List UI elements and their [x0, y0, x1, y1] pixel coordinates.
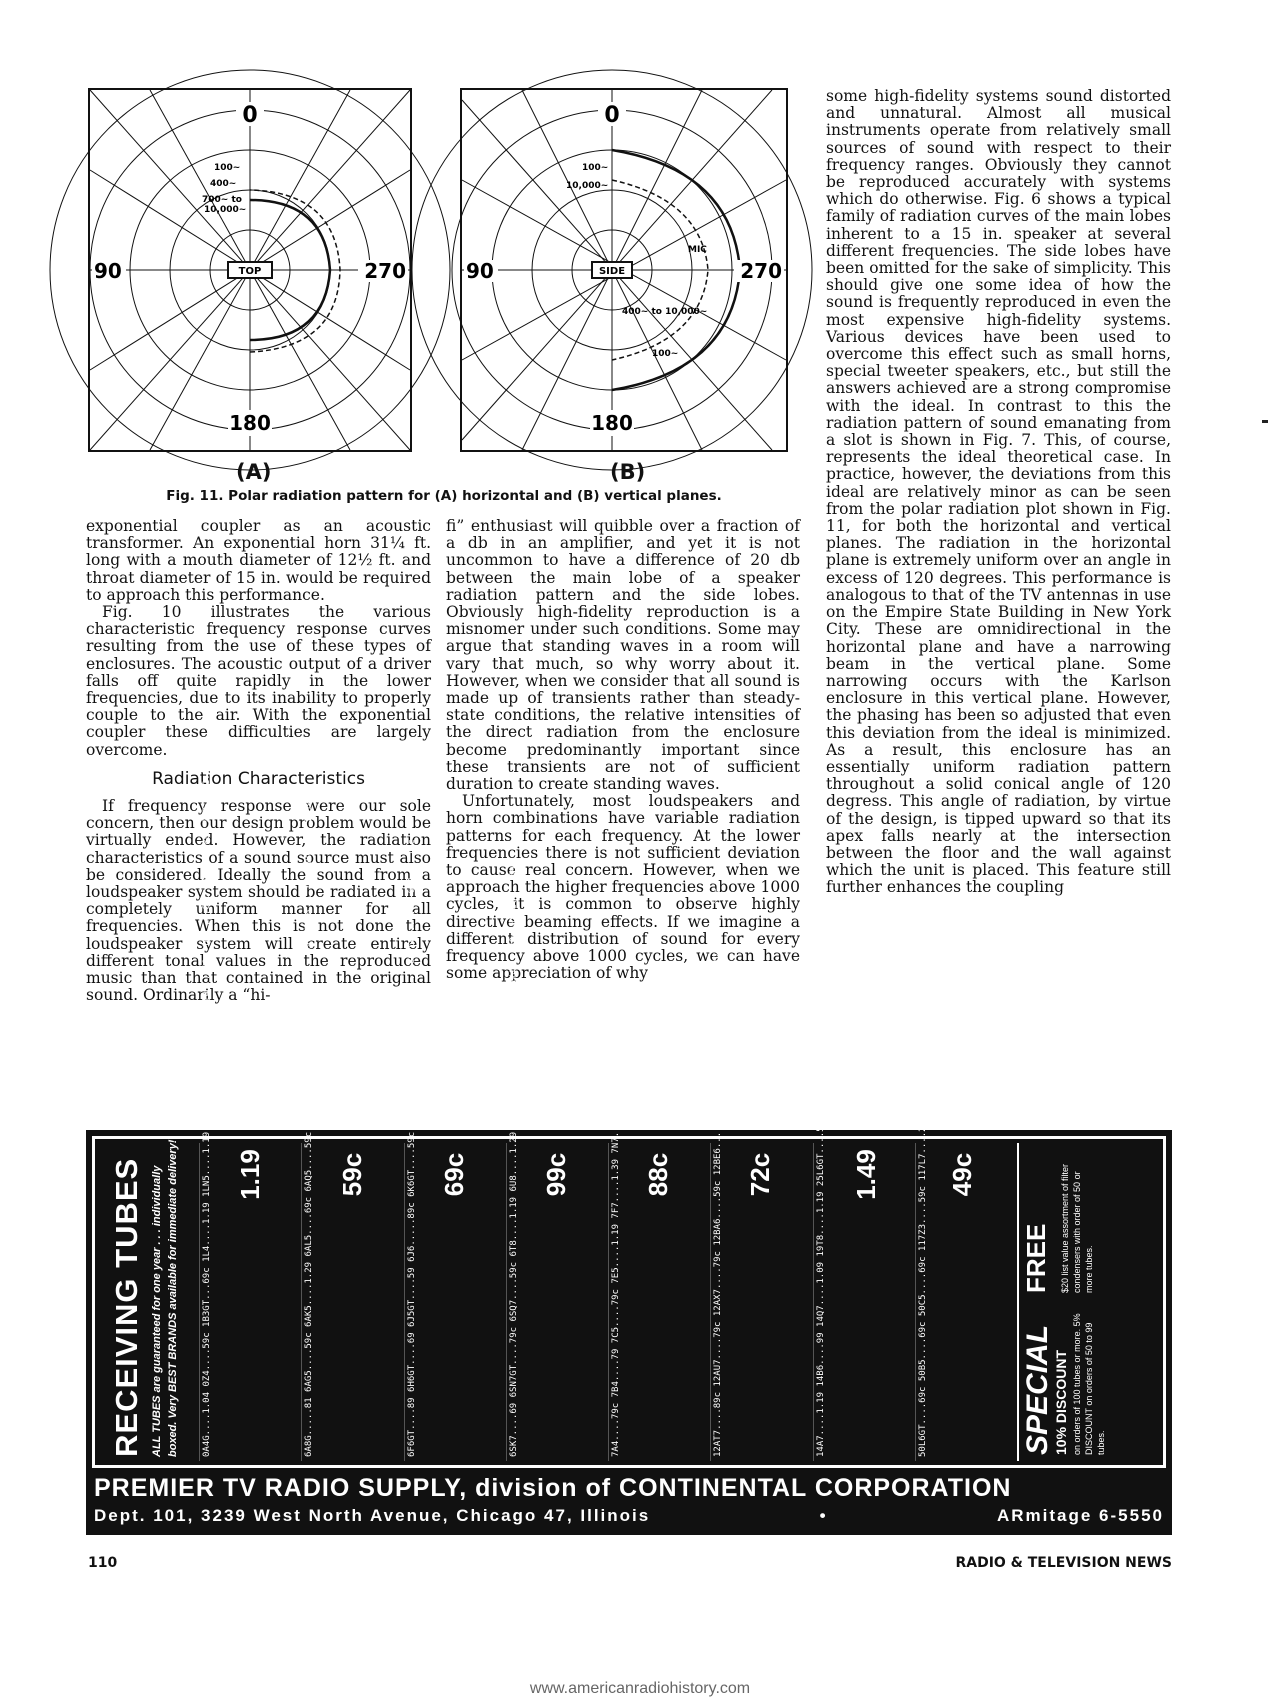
paragraph: exponential coupler as an acoustic transformer. An exponential horn 31¼ ft. long with a mouth diameter of 12½ ft. and throat diameter of 15 in. would be required to approach this performance. [86, 517, 431, 604]
paragraph: Fig. 10 illustrates the various characteristic frequency response curves resulting from the use of these types of enclosures. The acoustic output of a driver falls off quite rapidly in the lower frequencies, due to its inability to properly couple to the air. With the exponential coupler these difficulties are largely overcome. [86, 603, 431, 759]
article-column-1 [86, 518, 431, 1004]
polar-a-left-label: 90 [94, 259, 122, 283]
polar-plot-a [88, 88, 412, 452]
polar-b-bottom-label: 180 [591, 411, 633, 435]
ad-offers-panel [1017, 1143, 1163, 1461]
polar-a-top-label: 0 [242, 103, 258, 128]
tube-column: 6F6GT....89 6H6GT....69 6J5GT....59 6J6.....89c 6K6GT....59c 6K7....59 6L6G....1.19 6N7....89 6Q7....69 6S4....79c [404, 1143, 506, 1461]
free-text: $20 list value assortment of filter condensers with order of 50 or more tubes. [1060, 1163, 1094, 1293]
polar-b-freq-3: 400~ to 10,000~ [622, 307, 708, 317]
ad-subtitle-line-2: boxed. Very BEST BRANDS available for immediate delivery! [167, 1139, 179, 1457]
big-price: 1.49 [850, 1149, 881, 1200]
figure-label-b: (B) [610, 460, 646, 484]
big-price: 99c [541, 1152, 572, 1197]
big-price: 69c [439, 1152, 470, 1197]
tube-column: 6A8G.....81 6AG5....59c 6AK5....1.29 6AL5....69c 6AQ5....59c 6AT6....59c 6AU6....69c 6BA6....69c 6BE6....69c 6BG6G...1.89 [301, 1143, 403, 1461]
paragraph: Unfortunately, most loudspeakers and horn combinations have variable radiation patterns for each frequency. At the lower frequencies there is not sufficient deviation to cause real concern. However, when we approach the higher frequencies above 1000 cycles, it is common to observe highly directive beaming effects. If we imagine a different distribution of sound for every frequency above 1000 cycles, we can have some appreciation of why [446, 792, 800, 983]
paragraph: If frequency response were our sole concern, then our design problem would be virtually ended. However, the radiation characteristics of a sound source must also be considered. Ideally the sound from a loudspeaker system should be radiated in a completely uniform manner for all frequencies. When this is not done the loudspeaker system will create entirely different tonal values in the reproduced music than that contained in the original sound. Ordinarily a “hi- [86, 797, 431, 1005]
paragraph: fi” enthusiast will quibble over a fraction of a db in an amplifier, and yet it is not uncommon to have a difference of 20 db between the main lobe of a speaker radiation pattern and the side lobes. Obviously high-fidelity reproduction is a misnomer under such conditions. Some may argue that standing waves in a room will vary that much, so why worry about it. However, when we consider that all sound is made up of transients rather than steady-state conditions, the relative intensities of the direct radiation from the enclosure become predominantly important since these transients are not of sufficient duration to create standing waves. [446, 517, 800, 794]
polar-b-right-label: 270 [740, 259, 782, 283]
ad-phone: ARmitage 6-5550 [996, 1506, 1164, 1525]
polar-a-right-label: 270 [364, 259, 406, 283]
polar-a-freq-1: 100~ [214, 163, 241, 173]
polar-b-mic-label: MIC [688, 245, 707, 255]
tube-column: 0A4G....1.04 0Z4....59c 1B3GT...69c 1L4....1.19 1LN5....1.19 1R5....79c 1S4....69c 1T4....69c 1U4....69c 1X2A....89c 2A3....1.29 [199, 1143, 301, 1461]
polar-b-freq-2: 10,000~ [566, 181, 609, 191]
section-heading: Radiation Characteristics [152, 768, 365, 789]
polar-a-freq-2: 400~ [210, 179, 237, 189]
big-price: 72c [745, 1152, 776, 1197]
big-price: 59c [337, 1152, 368, 1197]
tube-column: 50L6GT....69c 50B5....69c 50C5....69c 117Z3....59c 117L7....2.49 117P7....2.49 [915, 1143, 1017, 1461]
ad-company-name: PREMIER TV RADIO SUPPLY, division of CONTINENTAL CORPORATION [94, 1474, 1012, 1502]
source-url: www.americanradiohistory.com [529, 1680, 751, 1697]
paragraph: some high-fidelity systems sound distorted and unnatural. Almost all musical instruments operate from relatively small sources of sound with respect to their frequency ranges. Obviously they cannot be reproduced accurately with systems which do otherwise. Fig. 6 shows a typical family of radiation curves of the main lobes inherent to a 15 in. speaker at several different frequencies. The side lobes have been omitted for the sake of simplicity. This should give one some idea of how the sound is frequently reproduced in even the most expensive high-fidelity systems. Various devices have been used to overcome this effect such as small horns, special tweeter speakers, etc., but still the answers achieved are a strong compromise with the ideal. In contrast to this the radiation pattern of sound emanating from a slot is shown in Fig. 7. This, of course, represents the ideal theoretical case. In practice, however, the deviations from this ideal are relatively minor as can be seen from the polar radiation plot shown in Fig. 11, for both the horizontal and vertical planes. The radiation in the horizontal plane is extremely uniform over an angle in excess of 120 degrees. This performance is analogous to that of the TV antennas in use on the Empire State Building in New York City. These are omnidirectional in the horizontal plane and have a narrowing beam in the vertical plane. Some narrowing occurs with the Karlson enclosure in this vertical plane. However, the phasing has been so adjusted that even this deviation from the ideal is minimized. As a result, this enclosure has an essentially uniform radiation pattern throughout a solid conical angle of 120 degress. This angle of radiation, by virtue of the design, is tipped upward so that its apex falls nearly at the intersection between the floor and the wall against which the unit is placed. This feature still further enhances the coupling [826, 87, 1171, 897]
polar-b-freq-4: 100~ [652, 349, 679, 359]
tube-column: 7A4....79c 7B4....79 7C5....79c 7E5....1.19 7F7....1.39 7N7....1.39 7X7....1.19 7Y4....69 [608, 1143, 710, 1461]
ad-subtitle-line-1: ALL TUBES are guaranteed for one year . . . individually [151, 1165, 163, 1457]
special-subtitle: 10% DISCOUNT [1053, 1349, 1069, 1455]
article-column-2 [446, 518, 800, 982]
polar-a-bottom-label: 180 [229, 411, 271, 435]
big-price: 88c [643, 1152, 674, 1197]
figure-11 [88, 88, 800, 508]
special-text: on orders of 100 tubes or more. 5% DISCOUNT on orders of 50 to 99 tubes. [1072, 1313, 1106, 1455]
big-price: 49c [947, 1152, 978, 1197]
figure-caption: Fig. 11. Polar radiation pattern for (A) horizontal and (B) vertical planes. [166, 488, 722, 504]
tube-column: 6SK7....69 6SN7GT....79c 6SQ7....59c 6T8....1.19 6U8....1.29 6V6GT....69c 6W4GT....59c 6X4....49c 6X5GT....59c [506, 1143, 608, 1461]
ad-separator: • [819, 1506, 828, 1525]
tube-column: 12AT7....89c 12AU7....79c 12AX7....79c 12BA6....59c 12BE6....59c 12SA7....79c 12SK7....69c 12SN7GT....69c [710, 1143, 812, 1461]
ad-title: RECEIVING TUBES [109, 1157, 144, 1457]
article-column-3 [826, 88, 1171, 897]
polar-plot-b [460, 88, 788, 452]
ad-address: Dept. 101, 3239 West North Avenue, Chicago 47, Illinois [94, 1506, 651, 1525]
polar-b-top-label: 0 [604, 103, 620, 128]
tube-column: 14A7....1.19 14B6....99 14Q7....1.09 19T8....1.19 25L6GT....59c 25Z6GT....59c 35W4....49c 35Z5GT....49c [813, 1143, 915, 1461]
figure-label-a: (A) [236, 460, 272, 484]
page-number: 110 [88, 1555, 118, 1571]
margin-mark [1262, 420, 1268, 423]
polar-a-freq-4: 10,000~ [204, 205, 247, 215]
polar-a-freq-3: 700~ to [202, 195, 242, 205]
free-title: FREE [1021, 1223, 1051, 1293]
polar-b-center-label: SIDE [598, 266, 626, 277]
ad-address-line [94, 1506, 1164, 1526]
magazine-name: RADIO & TELEVISION NEWS [955, 1555, 1172, 1571]
special-title: SPECIAL [1021, 1324, 1054, 1455]
polar-b-freq-1: 100~ [582, 163, 609, 173]
polar-a-center-label: TOP [238, 266, 262, 277]
polar-b-left-label: 90 [466, 259, 494, 283]
big-price: 1.19 [234, 1149, 265, 1200]
